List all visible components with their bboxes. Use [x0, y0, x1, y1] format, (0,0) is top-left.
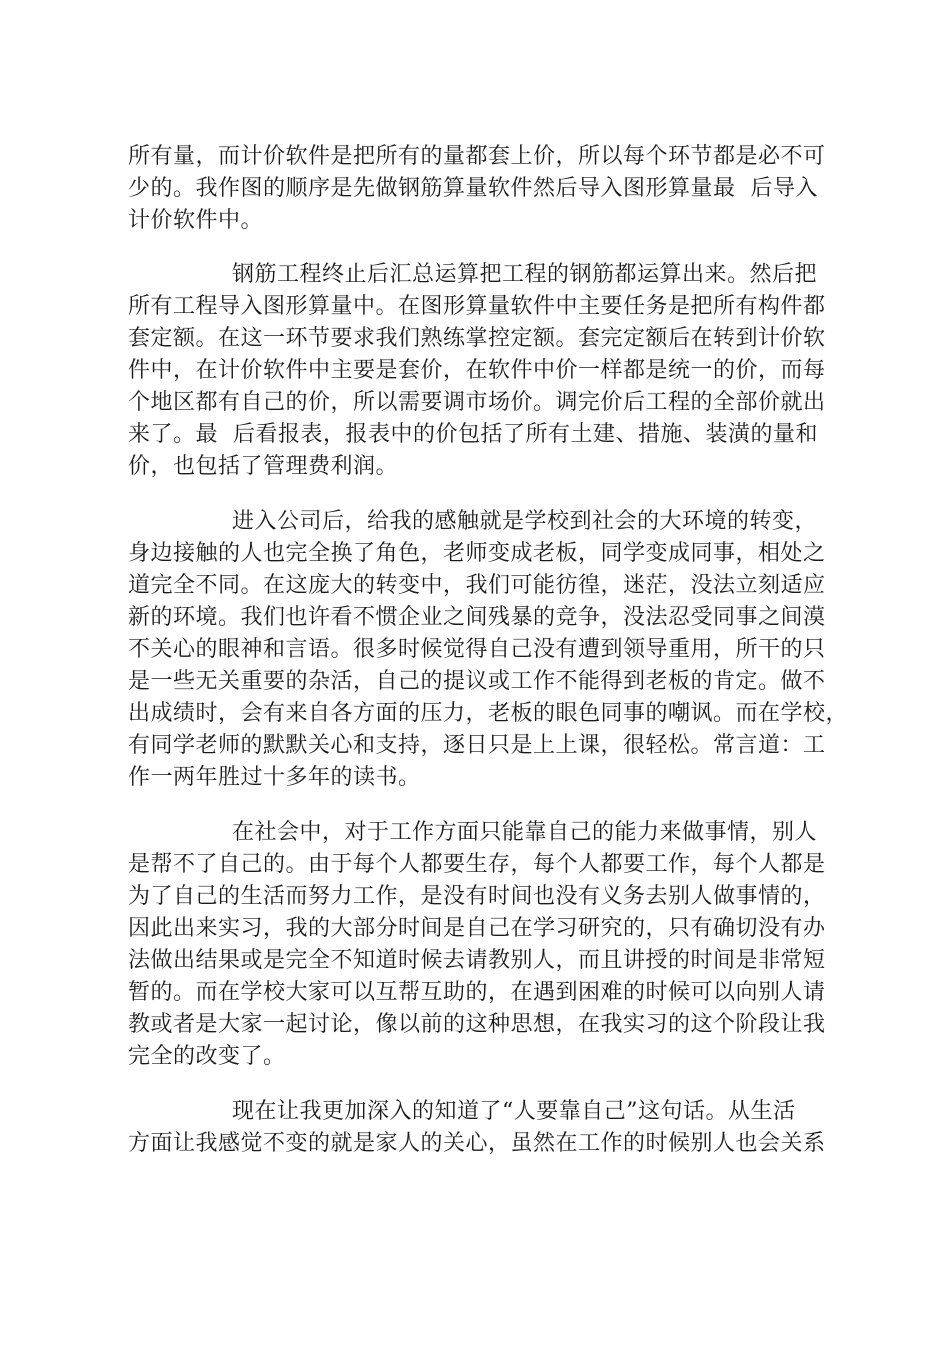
text-line: 完全的改变了。	[128, 1044, 286, 1069]
text-line: 个地区都有自己的价，所以需要调市场价。调完价后工程的全部价就出	[128, 390, 826, 415]
text-line: 道完全不同。在这庞大的转变中，我们可能彷徨，迷茫，没法立刻适应	[128, 573, 826, 598]
text-line: 暂的。而在学校大家可以互帮互助的，在遇到困难的时候可以向别人请	[128, 980, 826, 1005]
text-line: 因此出来实习，我的大部分时间是自己在学习研究的，只有确切没有办	[128, 916, 826, 941]
text-line: 作一两年胜过十多年的读书。	[128, 765, 421, 790]
text-line: 为了自己的生活而努力工作，是没有时间也没有义务去别人做事情的，	[128, 884, 826, 909]
text-line: 来了。最 后看报表，报表中的价包括了所有土建、措施、装潢的量和	[128, 422, 818, 447]
text-line: 新的环境。我们也许看不惯企业之间残暴的竞争，没法忍受同事之间漠	[128, 605, 826, 630]
text-line: 教或者是大家一起讨论，像以前的这种思想，在我实习的这个阶段让我	[128, 1012, 826, 1037]
text-line: 少的。我作图的顺序是先做钢筋算量软件然后导入图形算量最 后导入	[128, 176, 818, 201]
text-line: 法做出结果或是完全不知道时候去请教别人，而且讲授的时间是非常短	[128, 948, 826, 973]
text-line: 是一些无关重要的杂活，自己的提议或工作不能得到老板的肯定。做不	[128, 669, 826, 694]
text-line: 有同学老师的默默关心和支持，逐日只是上上课，很轻松。常言道：工	[128, 733, 826, 758]
text-line: 现在让我更加深入的知道了“人要靠自己”这句话。从生活	[232, 1099, 796, 1124]
text-line: 件中，在计价软件中主要是套价，在软件中价一样都是统一的价，而每	[128, 358, 826, 383]
text-line: 身边接触的人也完全换了角色，老师变成老板，同学变成同事，相处之	[128, 541, 826, 566]
text-line: 所有工程导入图形算量中。在图形算量软件中主要任务是把所有构件都	[128, 294, 826, 319]
text-line: 出成绩时，会有来自各方面的压力，老板的眼色同事的嘲讽。而在学校，	[128, 701, 849, 726]
text-line: 在社会中，对于工作方面只能靠自己的能力来做事情，别人	[232, 820, 818, 845]
text-line: 方面让我感觉不变的就是家人的关心，虽然在工作的时候别人也会关系	[128, 1131, 826, 1156]
text-line: 是帮不了自己的。由于每个人都要生存，每个人都要工作，每个人都是	[128, 852, 826, 877]
text-line: 价，也包括了管理费利润。	[128, 454, 399, 479]
text-line: 钢筋工程终止后汇总运算把工程的钢筋都运算出来。然后把	[232, 262, 818, 287]
text-line: 不关心的眼神和言语。很多时候觉得自己没有遭到领导重用，所干的只	[128, 637, 826, 662]
text-line: 套定额。在这一环节要求我们熟练掌控定额。套完定额后在转到计价软	[128, 326, 826, 351]
text-line: 计价软件中。	[128, 208, 264, 233]
text-line: 所有量，而计价软件是把所有的量都套上价，所以每个环节都是必不可	[128, 144, 826, 169]
text-line: 进入公司后，给我的感触就是学校到社会的大环境的转变，	[232, 509, 818, 534]
